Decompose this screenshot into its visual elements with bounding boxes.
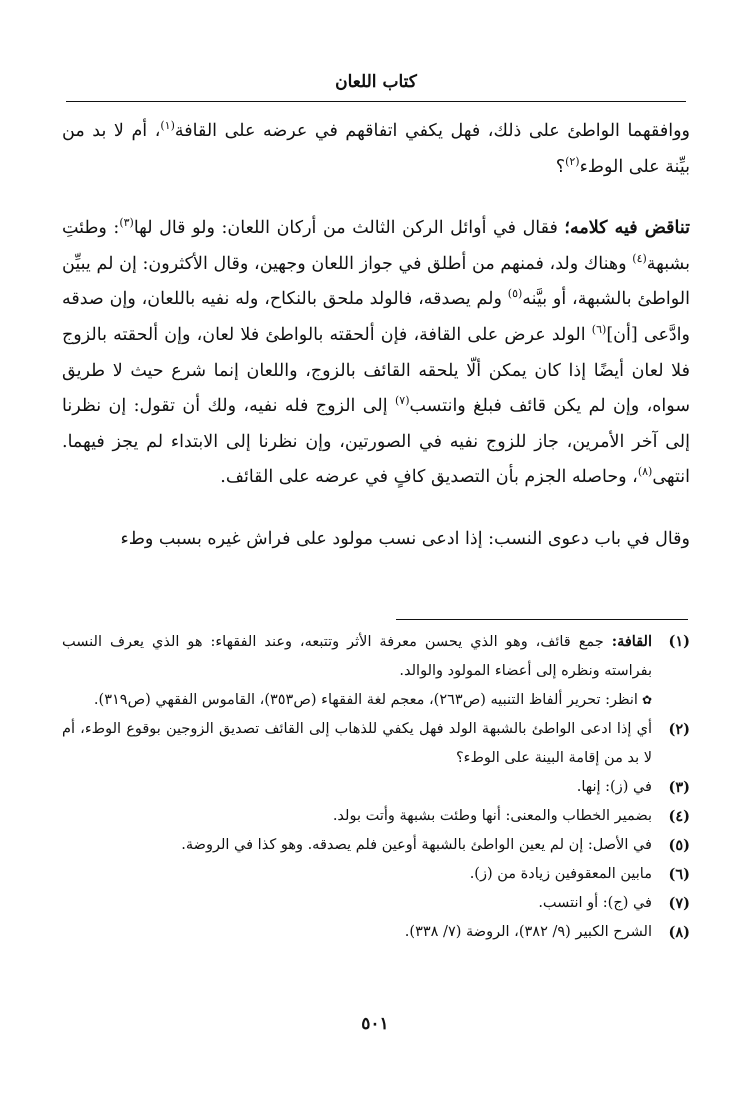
footnote-7: (٧) في (ج): أو انتسب. (62, 889, 690, 918)
header-divider (66, 101, 686, 102)
footnote-ref-5[interactable]: (٥) (507, 287, 523, 301)
footnote-number: (٣) (668, 779, 690, 796)
page-number: ٥٠١ (361, 1014, 389, 1034)
footnote-ref-1[interactable]: (١) (160, 119, 175, 132)
footnote-number: (١) (668, 633, 690, 650)
footnote-divider (396, 619, 688, 620)
footnote-ref-6[interactable]: (٦) (591, 322, 607, 336)
footnote-2: (٢) أي إذا ادعى الواطئ بالشبهة الولد فهل يكفي للذهاب إلى القائف تصديق الزوجين بوقوع الوطء، أم لا بد من إقامة البينة على الوطء؟ (62, 715, 690, 773)
paragraph-2-lead: تناقض فيه كلامه؛ (564, 218, 691, 239)
paragraph-1: ووافقهما الواطئ على ذلك، فهل يكفي اتفاقهم في عرضه على القافة$^{(١)}$، أم لا بد من بيِّنة على الوطء$^{(٢)}$؟ (62, 119, 690, 177)
footnote-ref-2[interactable]: (٢) (565, 154, 580, 168)
footnote-term: القافة: (611, 633, 652, 650)
footnote-4: (٤) بضمير الخطاب والمعنى: أنها وطئت بشبهة وأتت بولد. (62, 802, 690, 831)
paragraph-3: وقال في باب دعوى النسب: إذا ادعى نسب مولود على فراش غيره بسبب وطء (120, 528, 690, 549)
paragraph-2: تناقض فيه كلامه؛ فقال في أوائل الركن الثالث من أركان اللعان: ولو قال لها$^{(٣)}$: وطئتِ بشبهة$^{(٤)}$ وهناك ولد، فمنهم من أطلق في جواز اللعان وجهين، وقال الأكثرون: إن لم يبيِّن الواطئ بالشبهة، أو بيَّنه$^{(٥)}$ ولم يصدقه، فالولد ملحق بالنكاح، وله نفيه باللعان، وإن صدقه وادَّعى [أن]$^{(٦)}$ الولد عرض على القافة، فإن ألحقته بالواطئ فلا لعان، وإن ألحقته بالزوج فلا لعان أيضًا إذا كان يمكن ألّا يلحقه القائف بالزوج، واللعان إنما شرع حيث لا طريق سواه، وإن لم يكن قائف فبلغ وانتسب$^{(٧)}$ إلى الزوج فله نفيه، ولك أن تقول: إن نظرنا إلى آخر الأمرين، جاز للزوج نفيه في الصورتين، وإن نظرنا إلى الابتداء لم يجز فيهما. انتهى$^{(٨)}$، وحاصله الجزم بأن التصديق كافٍ في عرضه على القائف. (62, 216, 691, 488)
footnote-3: (٣) في (ز): إنها. (62, 773, 690, 802)
main-text (62, 114, 690, 558)
footnote-number: (٨) (668, 924, 690, 941)
footnote-number: (٧) (668, 895, 690, 912)
footnote-6: (٦) مابين المعقوفين زيادة من (ز). (62, 860, 690, 889)
footnote-number: (٤) (668, 808, 690, 825)
footnote-5: (٥) في الأصل: إن لم يعين الواطئ بالشبهة أوعين فلم يصدقه. وهو كذا في الروضة. (62, 831, 690, 860)
flower-icon: ✿ (641, 693, 652, 707)
running-header: كتاب اللعان (335, 72, 417, 92)
footnote-number: (٦) (668, 866, 690, 883)
footnote-ref-4[interactable]: (٤) (632, 251, 647, 265)
footnote-number: (٢) (668, 721, 690, 738)
footnote-8: (٨) الشرح الكبير (٩/ ٣٨٢)، الروضة (٧/ ٣٣٨). (62, 918, 690, 947)
footnote-ref-8[interactable]: (٨) (637, 465, 653, 479)
footnotes (62, 627, 690, 947)
footnote-number: (٥) (668, 837, 690, 854)
footnote-1-sources: ✿انظر: تحرير ألفاظ التنبيه (ص٢٦٣)، معجم لغة الفقهاء (ص٣٥٣)، القاموس الفقهي (ص٣١٩). (93, 692, 652, 708)
footnote-ref-7[interactable]: (٧) (394, 394, 410, 408)
footnote-ref-3[interactable]: (٣) (119, 216, 134, 230)
footnote-1: (١) القافة: جمع قائف، وهو الذي يحسن معرفة الأثر وتتبعه، وعند الفقهاء: هو الذي يعرف النسب بفراسته ونظره إلى أعضاء المولود والوالد. (62, 627, 690, 686)
